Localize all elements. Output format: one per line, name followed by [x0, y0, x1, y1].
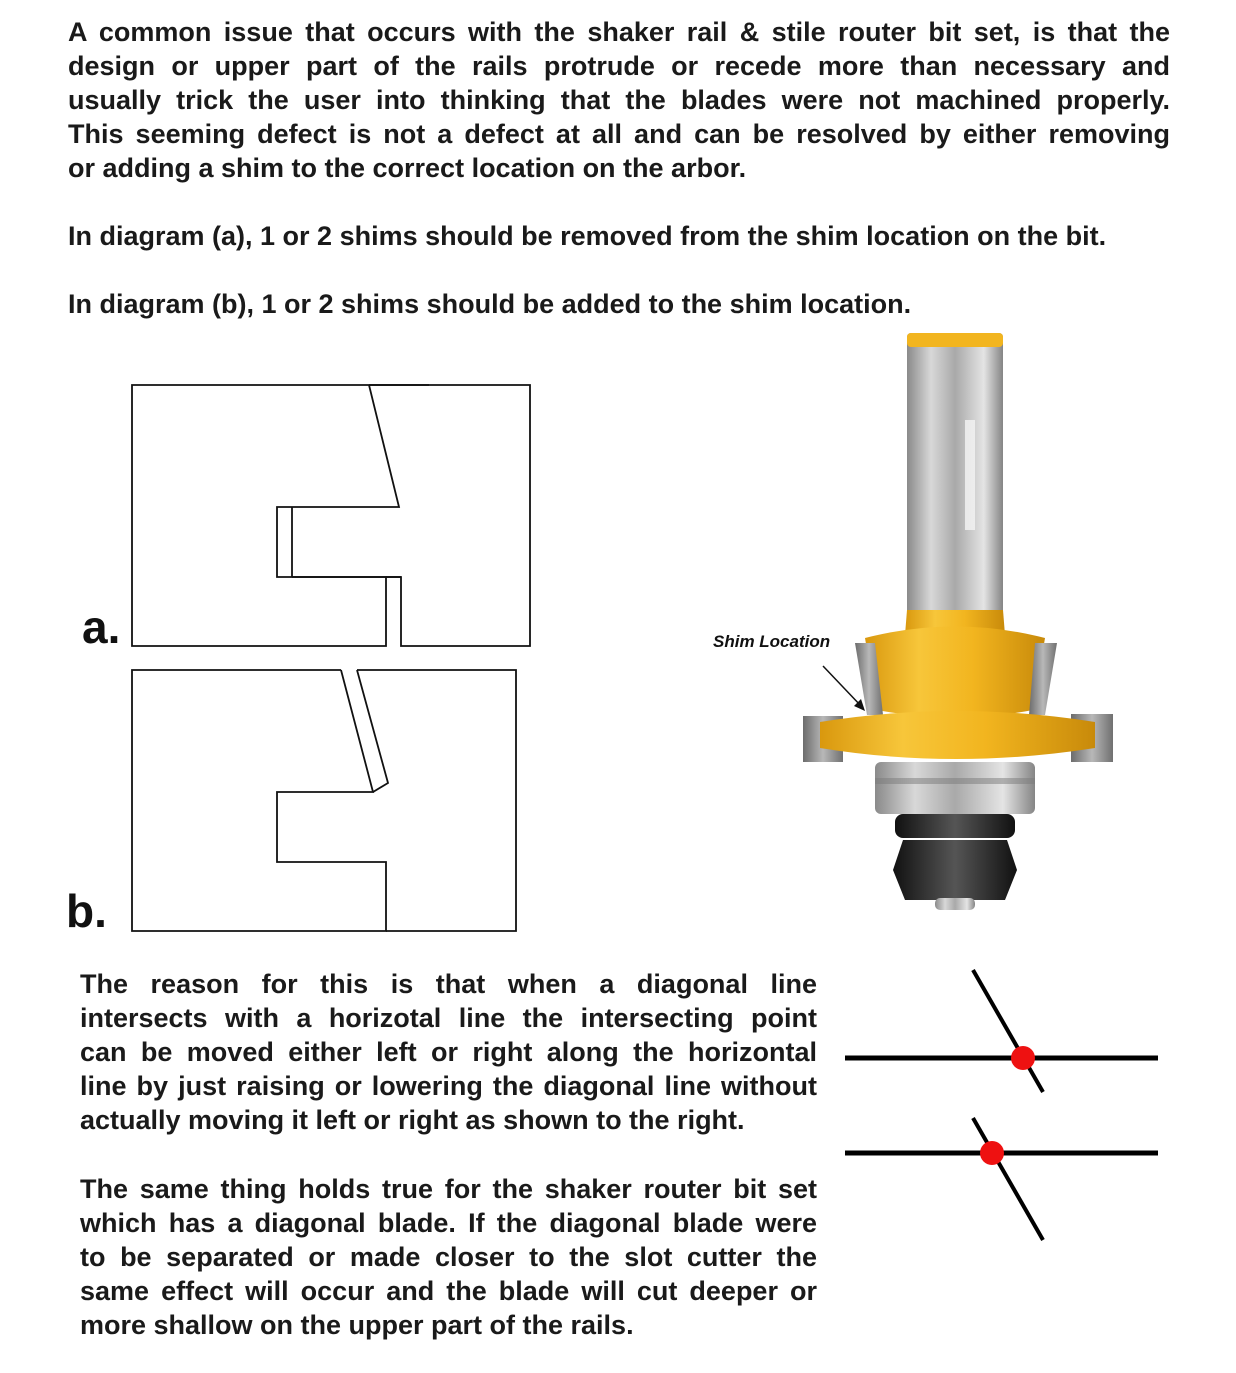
note-diagram-a: In diagram (a), 1 or 2 shims should be removed from the shim location on the bit.	[68, 221, 1107, 251]
intro-line: design or upper part of the rails protrude or recede more than necessary and	[68, 51, 1170, 81]
diagram-b	[60, 665, 530, 940]
diagram-b-label: b.	[66, 885, 107, 937]
reason-line: actually moving it left or right as shown to the right.	[80, 1105, 745, 1135]
same-line: more shallow on the upper part of the rails.	[80, 1310, 634, 1340]
note-diagram-b: In diagram (b), 1 or 2 shims should be added to the shim location.	[68, 289, 912, 319]
shim-location-label: Shim Location	[713, 632, 831, 651]
diagram-a	[60, 380, 540, 655]
intro-line: usually trick the user into thinking that the blades were not machined properly.	[68, 85, 1170, 115]
intro-paragraph	[68, 15, 1170, 185]
bit-cone-body	[865, 627, 1045, 718]
same-effect-paragraph	[80, 1172, 817, 1342]
lock-washer	[895, 814, 1015, 838]
profile-a-lines	[132, 385, 530, 646]
intersection-diagram	[845, 965, 1160, 1245]
diagram-a-label: a.	[82, 601, 121, 653]
same-line: which has a diagonal blade. If the diagonal blade were	[80, 1208, 817, 1238]
reason-line: can be moved either left or right along the horizontal	[80, 1037, 817, 1067]
bit-shank	[907, 333, 1003, 623]
bearing	[875, 762, 1035, 814]
bottom-screw	[935, 898, 975, 910]
reason-line: The reason for this is that when a diagonal line	[80, 969, 817, 999]
diagonal-line-bottom	[973, 1118, 1043, 1240]
same-line: same effect will occur and the blade will cut deeper or	[80, 1276, 817, 1306]
shank-top-cap	[907, 333, 1003, 347]
intro-line: This seeming defect is not a defect at all and can be resolved by either removing	[68, 119, 1170, 149]
intro-line: or adding a shim to the correct location on the arbor.	[68, 153, 747, 183]
diagonal-line-top	[973, 970, 1043, 1092]
router-bit-illustration	[713, 330, 1125, 920]
intersection-point-bottom	[980, 1141, 1004, 1165]
intersection-point-top	[1011, 1046, 1035, 1070]
reason-line: intersects with a horizotal line the intersecting point	[80, 1003, 817, 1033]
profile-b-lines	[132, 670, 516, 931]
shim-arrow	[823, 666, 862, 707]
same-line: The same thing holds true for the shaker router bit set	[80, 1174, 817, 1204]
hex-nut	[893, 840, 1017, 900]
reason-paragraph	[80, 967, 817, 1137]
intro-line: A common issue that occurs with the shaker rail & stile router bit set, is that the	[68, 17, 1170, 47]
same-line: to be separated or made closer to the slot cutter the	[80, 1242, 817, 1272]
reason-line: line by just raising or lowering the diagonal line without	[80, 1071, 817, 1101]
slot-cutter-disk	[820, 711, 1095, 759]
